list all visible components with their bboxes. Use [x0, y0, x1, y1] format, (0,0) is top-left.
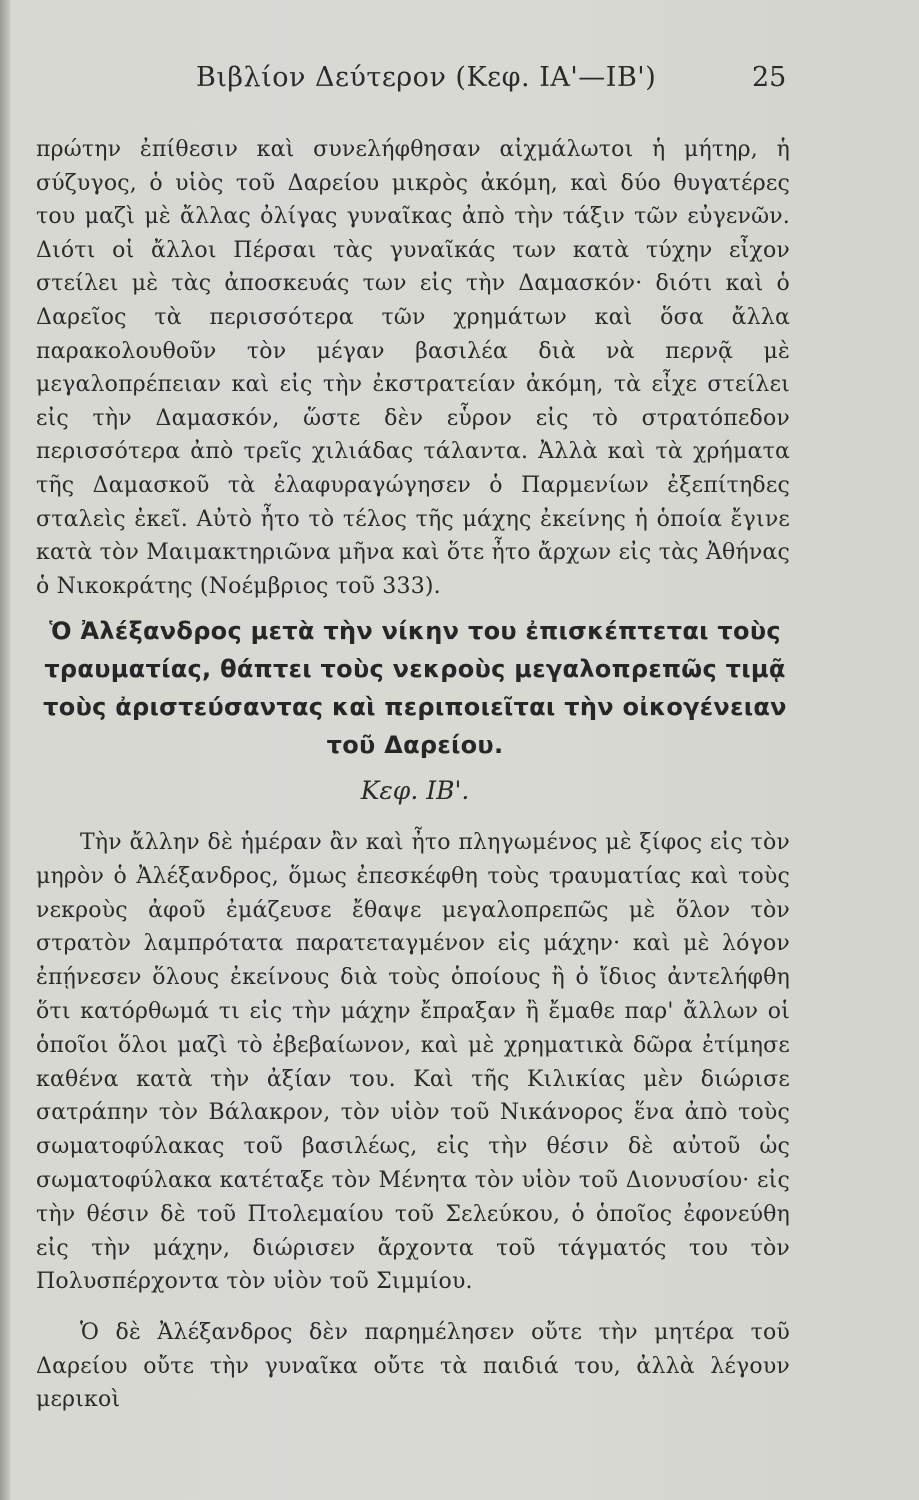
chapter-label: Κεφ. ΙΒ'.	[360, 776, 470, 805]
page-spine-shadow	[0, 0, 10, 1500]
paragraph-chapter-start: Τὴν ἄλλην δὲ ἡμέραν ἂν καὶ ἦτο πληγωμένος μὲ ξίφος εἰς τὸν μηρὸν ὁ Ἀλέξανδρος, ὅμως ἐπεσκέφθη τοὺς τραυματίας καὶ τοὺς νεκροὺς ἀφοῦ ἐμάζευσε ἔθαψε μεγαλοπρεπῶς μὲ ὅλον τὸν στρατὸν λαμπρότατα παρατεταγμένον εἰς μάχην· καὶ μὲ λόγον ἐπῄνεσεν ὅλους ἐκείνους διὰ τοὺς ὁποίους ἢ ὁ ἴδιος ἀντελήφθη ὅτι κατόρθωμά τι εἰς τὴν μάχην ἔπραξαν ἢ ἔμαθε παρ' ἄλλων οἱ ὁποῖοι ὅλοι μαζὶ τὸ ἐβεβαίωνον, καὶ μὲ χρηματικὰ δῶρα ἐτίμησε καθένα κατὰ τὴν ἀξίαν του. Καὶ τῆς Κιλικίας μὲν διώρισε σατράπην τὸν Βάλακρον, τὸν υἱὸν τοῦ Νικάνορος ἕνα ἀπὸ τοὺς σωματοφύλακας τοῦ βασιλέως, εἰς τὴν θέσιν δὲ αὐτοῦ ὡς σωματοφύλακα κατέταξε τὸν Μένητα τὸν υἱὸν τοῦ Διονυσίου· εἰς τὴν θέσιν δὲ τοῦ Πτολεμαίου τοῦ Σελεύκου, ὁ ὁποῖος ἐφονεύθη εἰς τὴν μάχην, διώρισεν ἄρχοντα τοῦ τάγματός του τὸν Πολυσπέρχοντα τὸν υἱὸν τοῦ Σιμμίου.	[36, 830, 790, 1295]
paragraph-final: Ὁ δὲ Ἀλέξανδρος δὲν παρημέλησεν οὔτε τὴν μητέρα τοῦ Δαρείου οὔτε τὴν γυναῖκα οὔτε τὰ παιδιά του, ἀλλὰ λέγουν μερικοὶ	[36, 1320, 790, 1412]
page-number: 25	[752, 62, 787, 93]
chapter-title: Ὁ Ἀλέξανδρος μετὰ τὴν νίκην του ἐπισκέπτεται τοὺς τραυματίας, θάπτει τοὺς νεκροὺς μεγαλοπρεπῶς τιμᾷ τοὺς ἀριστεύσαντας καὶ περιποιεῖται τὴν οἰκογένειαν τοῦ Δαρείου.	[43, 617, 787, 759]
page-header	[0, 62, 919, 102]
paragraph-continued: πρώτην ἐπίθεσιν καὶ συνελήφθησαν αἰχμάλωτοι ἡ μήτηρ, ἡ σύζυγος, ὁ υἱὸς τοῦ Δαρείου μικρὸς ἀκόμη, καὶ δύο θυγατέρες του μαζὶ μὲ ἄλλας ὀλίγας γυναῖκας ἀπὸ τὴν τάξιν τῶν εὐγενῶν. Διότι οἱ ἄλλοι Πέρσαι τὰς γυναῖκάς των κατὰ τύχην εἶχον στείλει μὲ τὰς ἀποσκευάς των εἰς τὴν Δαμασκόν· διότι καὶ ὁ Δαρεῖος τὰ περισσότερα τῶν χρημάτων καὶ ὅσα ἄλλα παρακολουθοῦν τὸν μέγαν βασιλέα διὰ νὰ περνᾷ μὲ μεγαλοπρέπειαν καὶ εἰς τὴν ἐκστρατείαν ἀκόμη, τὰ εἶχε στείλει εἰς τὴν Δαμασκόν, ὥστε δὲν εὗρον εἰς τὸ στρατόπεδον περισσότερα ἀπὸ τρεῖς χιλιάδας τάλαντα. Ἀλλὰ καὶ τὰ χρήματα τῆς Δαμασκοῦ τὰ ἐλαφυραγώγησεν ὁ Παρμενίων ἐξεπίτηδες σταλεὶς ἐκεῖ. Αὐτὸ ἦτο τὸ τέλος τῆς μάχης ἐκείνης ἡ ὁποία ἔγινε κατὰ τὸν Μαιμακτηριῶνα μῆνα καὶ ὅτε ἦτο ἄρχων εἰς τὰς Ἀθήνας ὁ Νικοκράτης (Νοέμβριος τοῦ 333).	[36, 137, 790, 599]
running-head: Βιβλίον Δεύτερον (Κεφ. ΙΑ'—ΙΒ')	[196, 62, 657, 93]
